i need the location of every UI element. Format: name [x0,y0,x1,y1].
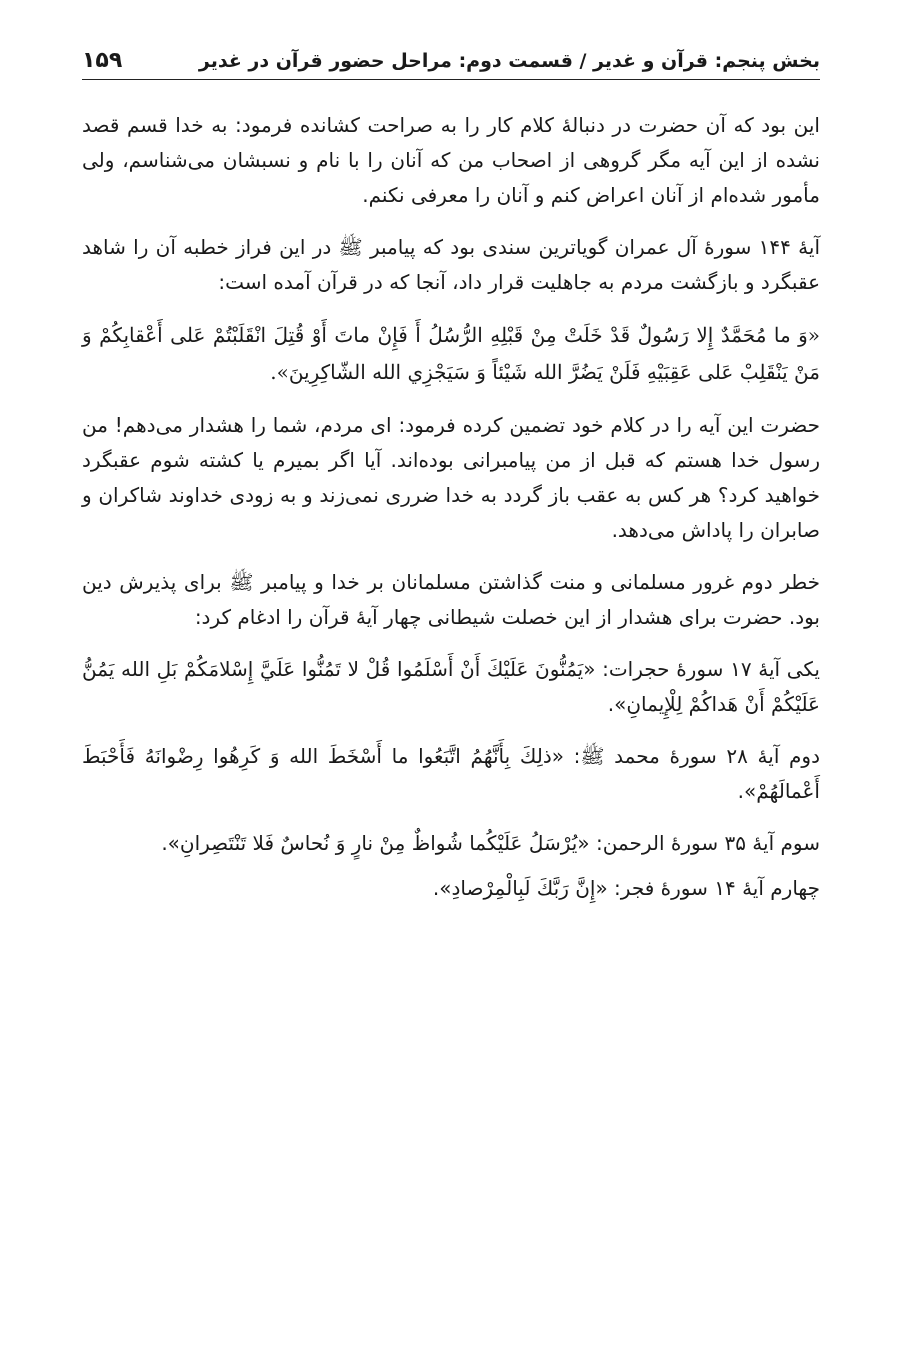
paragraph-3: حضرت این آیه را در کلام خود تضمین کرده فرمود: ای مردم، شما را هشدار می‌دهم! من رسول خدا هستم که قبل از من پیامبرانی بوده‌اند. آیا اگر بمیرم یا کشته شوم عقبگرد خواهید کرد؟ هر کس به عقب باز گردد به خدا ضرری نمی‌زند و به زودی خداوند شاکران و صابران را پاداش می‌دهد. [82,413,820,542]
verse-item-3: سوم آیهٔ ۳۵ سورهٔ الرحمن: «يُرْسَلُ عَلَيْكُما شُواظٌ مِنْ نارٍ وَ نُحاسٌ فَلا تَنْتَصِرانِ». [161,831,820,855]
page-number: ۱۵۹ [82,48,123,73]
paragraph-1: این بود که آن حضرت در دنبالهٔ کلام کار را به صراحت کشانده فرمود: به خدا قسم قصد نشده از این آیه مگر گروهی از اصحاب من که آنان را با نام و نسبشان می‌شناسم، ولی مأمور شده‌ام از آنان اعراض کنم و آنان را معرفی نکنم. [82,113,820,207]
header-divider [82,79,820,80]
page-body [82,108,820,923]
verse-item-4: چهارم آیهٔ ۱۴ سورهٔ فجر: «إِنَّ رَبَّكَ لَبِالْمِرْصادِ». [432,876,820,900]
paragraph-4: خطر دوم غرور مسلمانی و منت گذاشتن مسلمانان بر خدا و پیامبر ﷺ برای پذیرش دین بود. حضرت برای هشدار از این خصلت شیطانی چهار آیهٔ قرآن را ادغام کرد: [82,570,820,629]
paragraph-2: آیهٔ ۱۴۴ سورهٔ آل عمران گویاترین سندی بود که پیامبر ﷺ در این فراز خطبه آن را شاهد عقبگرد و بازگشت مردم به جاهلیت قرار داد، آنجا که در قرآن آمده است: [82,235,821,294]
verse-item-1: یکی آیهٔ ۱۷ سورهٔ حجرات: «يَمُنُّونَ عَلَيْكَ أَنْ أَسْلَمُوا قُلْ لا تَمُنُّوا عَلَيَّ إِسْلامَكُمْ بَلِ الله يَمُنُّ عَلَيْكُمْ أَنْ هَداكُمْ لِلْإِيمانِ». [82,657,820,716]
page-header [82,36,820,76]
running-header-title: بخش پنجم: قرآن و غدیر / قسمت دوم: مراحل حضور قرآن در غدیر [198,50,820,72]
verse-item-2: دوم آیهٔ ۲۸ سورهٔ محمد ﷺ: «ذلِكَ بِأَنَّهُمُ اتَّبَعُوا ما أَسْخَطَ الله وَ كَرِهُوا رِضْوانَهُ فَأَحْبَطَ أَعْمالَهُمْ». [82,744,820,803]
quranic-verse-quote: «وَ ما مُحَمَّدٌ إِلا رَسُولٌ قَدْ خَلَتْ مِنْ قَبْلِهِ الرُّسُلُ أَ فَإِنْ ماتَ أَوْ قُتِلَ انْقَلَبْتُمْ عَلی أَعْقابِكُمْ وَ مَنْ يَنْقَلِبْ عَلی عَقِبَيْهِ فَلَنْ يَضُرَّ الله شَيْئاً وَ سَيَجْزِي الله الشّاكِرِينَ». [82,323,820,384]
